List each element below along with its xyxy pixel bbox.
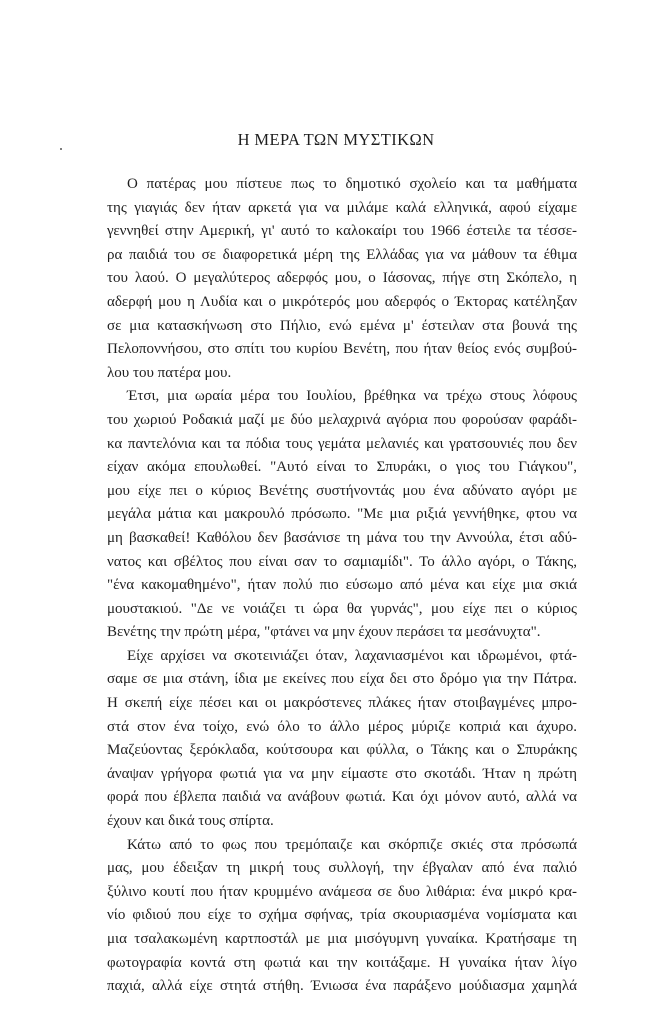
text-line: Ο πατέρας μου πίστευε πως το δημοτικό σχολείο και τα μαθήματα — [127, 176, 577, 192]
paragraph — [107, 834, 577, 999]
text-line: λου του πατέρα μου. — [107, 364, 232, 381]
text-line: φωτογραφία κοντά στη φωτιά και την κοιτάξαμε. Η γυναίκα ήταν λίγο — [107, 954, 577, 971]
text-line: σε μια κατασκήνωση στο Πήλιο, ενώ εμένα μ' έστειλαν στα βουνά της — [107, 317, 577, 334]
text-line: παχιά, αλλά είχε στητά στήθη. Ένιωσα ένα παράξενο μούδιασμα χαμηλά — [107, 978, 577, 995]
paragraph — [107, 173, 577, 385]
text-line: Πελοποννήσου, στο σπίτι του κυρίου Βενέτη, που ήταν θείος ενός συμβού- — [107, 341, 577, 358]
text-line: μεγάλα μάτια και μακρουλό πρόσωπο. "Με μια ριξιά γεννήθηκε, φτου να — [107, 506, 577, 523]
text-line: του χωριού Ροδακιά μαζί με δύο μελαχρινά αγόρια που φορούσαν φαράδι- — [107, 411, 577, 428]
body-text — [107, 173, 577, 999]
paragraph — [107, 645, 577, 834]
text-line: ρα παιδιά του σε διαφορετικά μέρη της Ελλάδας για να μάθουν τα έθιμα — [107, 246, 577, 263]
text-line: στά στον ένα τοίχο, ενώ όλο το άλλο μέρος μύριζε κοπριά και άχυρο. — [107, 718, 577, 735]
text-line: μη βασκαθεί! Καθόλου δεν βασάνισε τη μάνα του την Αννούλα, έτσι αδύ- — [107, 529, 577, 546]
text-line: γεννηθεί στην Αμερική, γι' αυτό το καλοκαίρι του 1966 έστειλε τα τέσσε- — [107, 223, 577, 240]
text-line: ξύλινο κουτί που ήταν κρυμμένο ανάμεσα σε δυο λιθάρια: ένα μικρό κρα- — [107, 883, 577, 900]
text-line: αδερφή μου η Λυδία και ο μικρότερός μου αδερφός ο Έκτορας κατέληξαν — [107, 293, 577, 310]
text-line: μου είχε πει ο κύριος Βενέτης συστήνοντάς μου ένα αδύνατο αγόρι με — [107, 482, 577, 499]
chapter-title: Η ΜΕΡΑ ΤΩΝ ΜΥΣΤΙΚΩΝ — [237, 130, 435, 149]
text-line: άναψαν γρήγορα φωτιά για να μην είμαστε στο σκοτάδι. Ήταν η πρώτη — [107, 765, 577, 782]
text-line: μας, μου έδειξαν τη μικρή τους συλλογή, την έβγαλαν από ένα παλιό — [107, 860, 577, 877]
text-line: μουστακιού. "Δε νε νοιάζει τι ώρα θα γυρνάς", μου είχε πει ο κύριος — [107, 600, 577, 617]
text-line: νίο φιδιού που είχε το σχήμα σφήνας, τρία σκουριασμένα νομίσματα και — [107, 907, 577, 924]
text-line: Η σκεπή είχε πέσει και οι μακρόστενες πλάκες ήταν στοιβαγμένες μπρο- — [107, 695, 577, 712]
text-line: σαμε σε μια στάνη, ίδια με εκείνες που είχα δει στο δρόμο για την Πάτρα. — [107, 671, 577, 688]
text-line: Κάτω από το φως που τρεμόπαιζε και σκόρπιζε σκιές στα πρόσωπά — [127, 836, 577, 853]
text-line: φορά που έβλεπα παιδιά να ανάβουν φωτιά. Και όχι μόνον αυτό, αλλά να — [107, 789, 577, 806]
paragraph — [107, 385, 577, 645]
text-line: "ένα κακομαθημένο", ήταν πολύ πιο εύσωμο από μένα και είχε μια σκιά — [107, 577, 577, 594]
text-line: Έτσι, μια ωραία μέρα του Ιουλίου, βρέθηκα να τρέχω στους λόφους — [127, 388, 577, 405]
text-line: του λαού. Ο μεγαλύτερος αδερφός μου, ο Ιάσονας, πήγε στη Σκόπελο, η — [107, 270, 577, 287]
text-line: έχουν και δικά τους σπίρτα. — [107, 813, 274, 830]
text-line: της γιαγιάς δεν ήταν αρκετά για να μιλάμε καλά ελληνικά, αφού είχαμε — [107, 199, 577, 216]
text-line: κα παντελόνια και τα πόδια τους γεμάτα μελανιές και γρατσουνιές που δεν — [107, 435, 577, 452]
text-line: Βενέτης την πρώτη μέρα, "φτάνει να μην έχουν περάσει τα μεσάνυχτα". — [107, 624, 541, 641]
text-line: μια τσαλακωμένη καρτποστάλ με μια μισόγυμνη γυναίκα. Κρατήσαμε τη — [107, 931, 577, 947]
text-line: Είχε αρχίσει να σκοτεινιάζει όταν, λαχανιασμένοι και ιδρωμένοι, φτά- — [127, 647, 577, 664]
text-line: νατος και σβέλτος που είναι σαν το σαμιαμίδι". Το άλλο αγόρι, ο Τάκης, — [107, 553, 577, 570]
text-line: είχαν ακόμα επουλωθεί. "Αυτό είναι το Σπυράκι, ο γιος του Γιάγκου", — [107, 459, 577, 476]
text-line: Μαζεύοντας ξερόκλαδα, κούτσουρα και φύλλα, ο Τάκης και ο Σπυράκης — [107, 742, 577, 759]
